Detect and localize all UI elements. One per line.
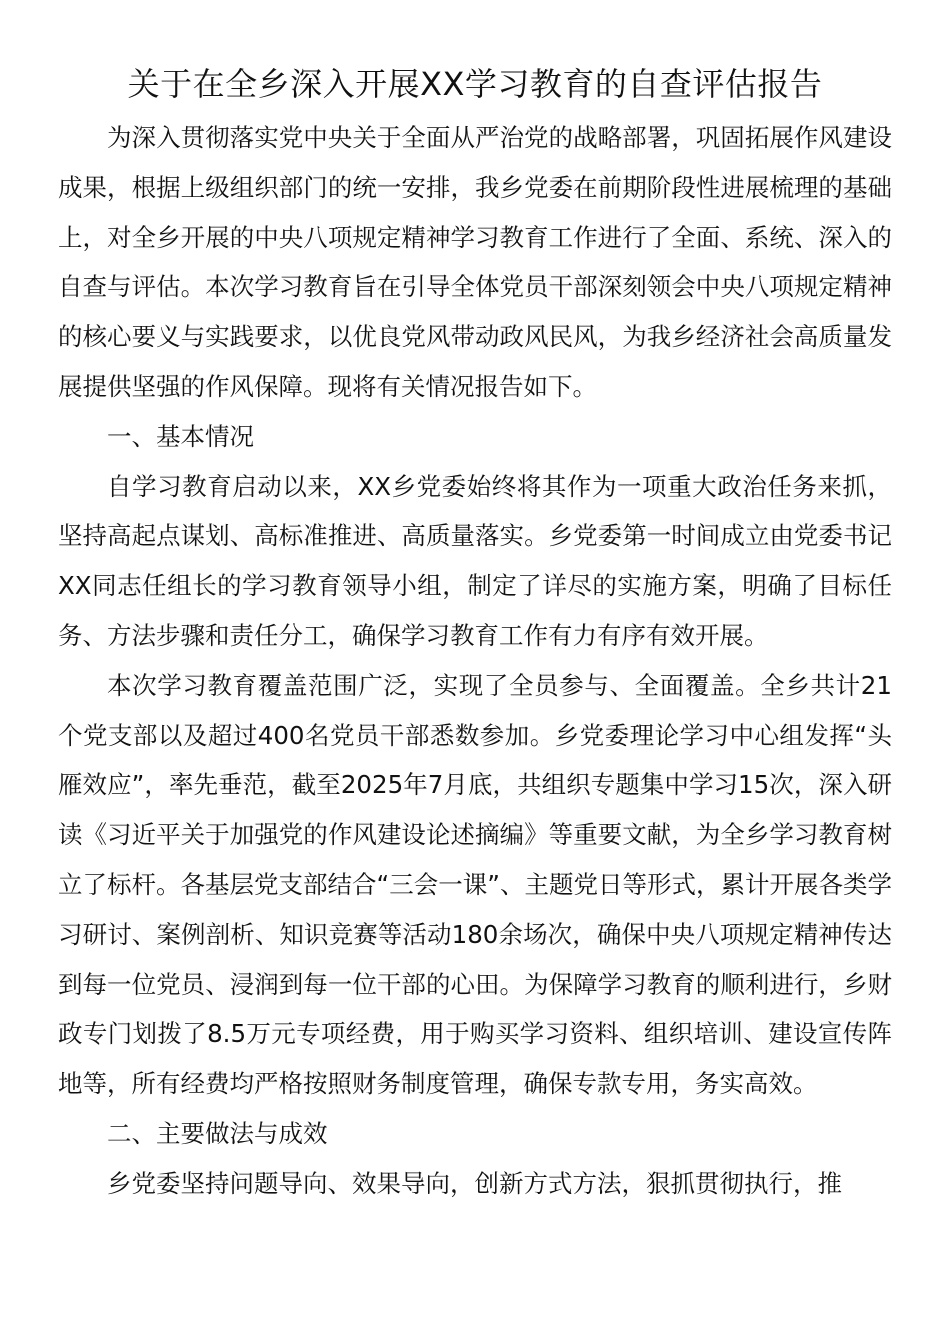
intro-paragraph: 为深入贯彻落实党中央关于全面从严治党的战略部署，巩固拓展作风建设成果，根据上级组织部门的统一安排，我乡党委在前期阶段性进展梳理的基础上，对全乡开展的中央八项规定精神学习教育工作进行了全面、系统、深入的自查与评估。本次学习教育旨在引导全体党员干部深刻领会中央八项规定精神的核心要义与实践要求，以优良党风带动政风民风，为我乡经济社会高质量发展提供坚强的作风保障。现将有关情况报告如下。 — [58, 123, 892, 401]
practices-paragraph-1: 乡党委坚持问题导向、效果导向，创新方式方法，狠抓贯彻执行，推 — [107, 1168, 842, 1198]
section-heading-practices-results: 二、主要做法与成效 — [107, 1118, 328, 1148]
basic-situation-paragraph-2: 本次学习教育覆盖范围广泛，实现了全员参与、全面覆盖。全乡共计21个党支部以及超过400名党员干部悉数参加。乡党委理论学习中心组发挥“头雁效应”，率先垂范，截至2025年7月底，共组织专题集中学习15次，深入研读《习近平关于加强党的作风建设论述摘编》等重要文献，为全乡学习教育树立了标杆。各基层党支部结合“三会一课”、主题党日等形式，累计开展各类学习研讨、案例剖析、知识竞赛等活动180余场次，确保中央八项规定精神传达到每一位党员、浸润到每一位干部的心田。为保障学习教育的顺利进行，乡财政专门划拨了8.5万元专项经费，用于购买学习资料、组织培训、建设宣传阵地等，所有经费均严格按照财务制度管理，确保专款专用，务实高效。 — [58, 670, 892, 1099]
basic-situation-paragraph-1: 自学习教育启动以来，XX乡党委始终将其作为一项重大政治任务来抓，坚持高起点谋划、高标准推进、高质量落实。乡党委第一时间成立由党委书记XX同志任组长的学习教育领导小组，制定了详尽的实施方案，明确了目标任务、方法步骤和责任分工，确保学习教育工作有力有序有效开展。 — [58, 471, 892, 650]
section-heading-basic-situation: 一、基本情况 — [107, 421, 254, 451]
document-title: 关于在全乡深入开展XX学习教育的自查评估报告 — [127, 65, 823, 103]
document-body — [58, 113, 892, 1209]
